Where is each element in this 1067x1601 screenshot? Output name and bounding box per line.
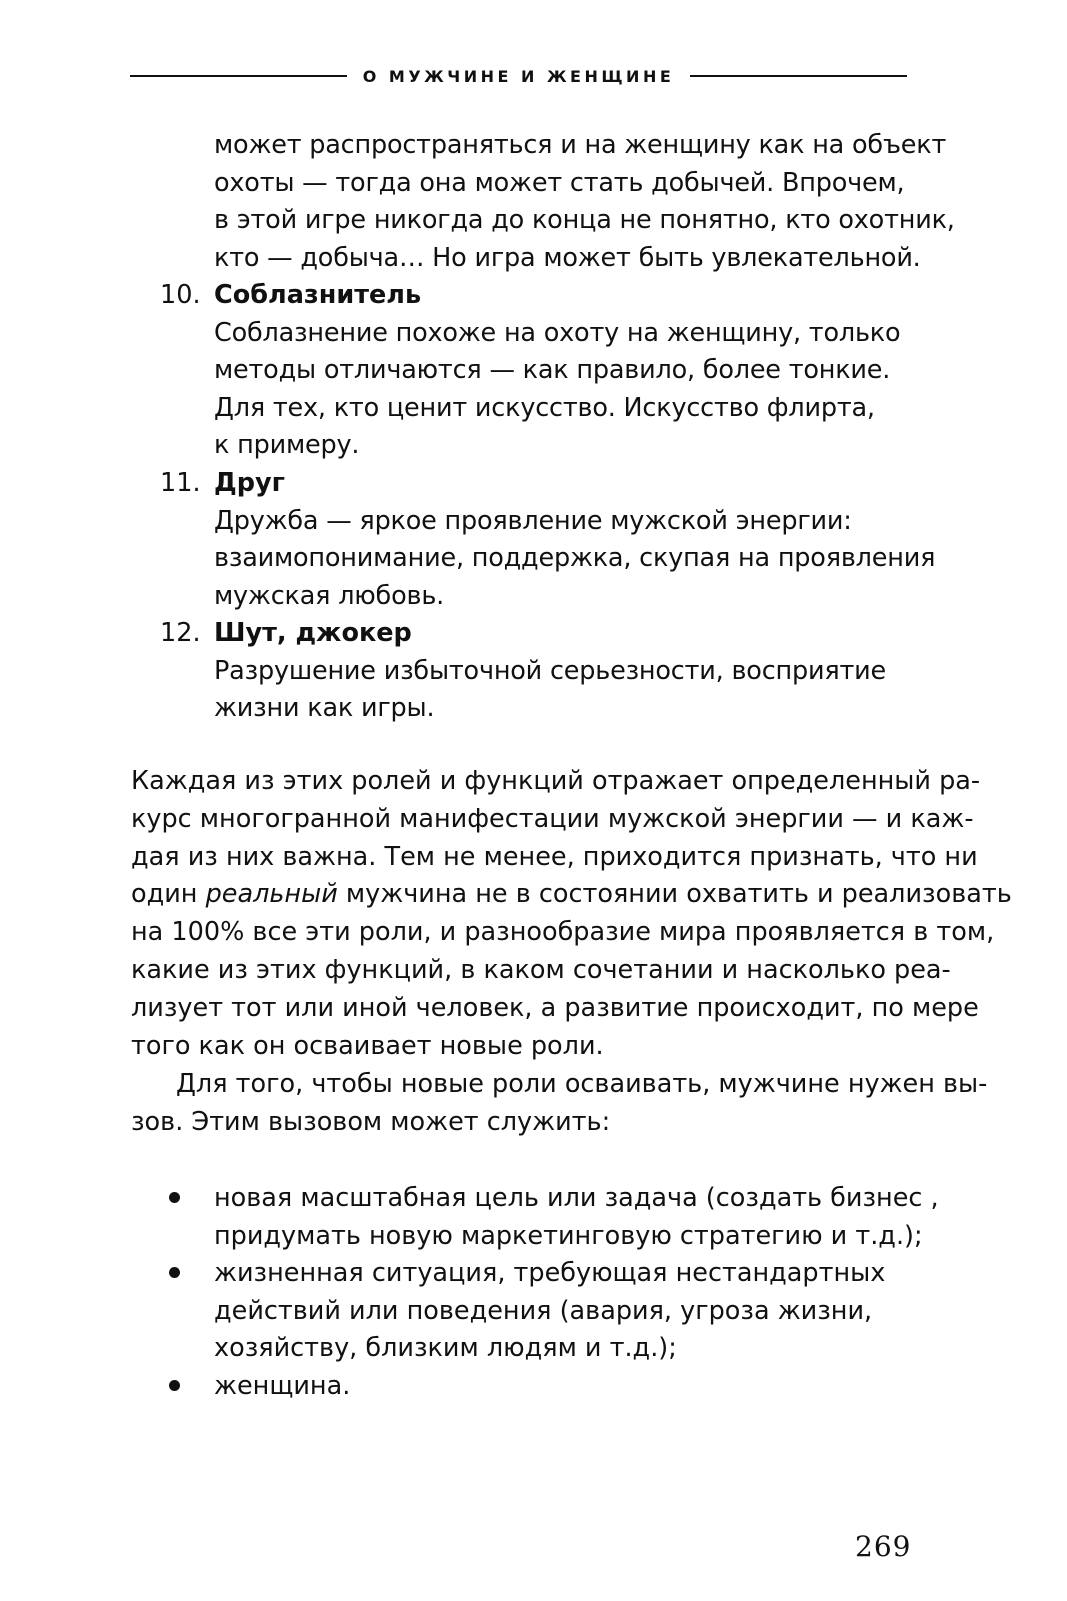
text-line: женщина.: [214, 1370, 351, 1401]
emphasized-word: реальный: [205, 879, 338, 910]
bullet-item: [160, 1255, 920, 1368]
text-segment: один: [131, 879, 206, 910]
continued-list-text: [214, 127, 955, 277]
text-line: к примеру.: [214, 430, 360, 460]
bullet-list: [160, 1180, 939, 1405]
text-line: в этой игре никогда до конца не понятно, кто охотник,: [214, 205, 955, 235]
text-line: может распространяться и на женщину как на объект: [214, 130, 947, 160]
list-item-number: 10.: [160, 280, 201, 310]
paragraph-line: лизует тот или иной человек, а развитие происходит, по мере: [131, 992, 979, 1023]
paragraph-line: на 100% все эти роли, и разнообразие мира проявляется в том,: [131, 917, 995, 948]
paragraph-line: [131, 876, 1012, 914]
text-line: охоты — тогда она может стать добычей. Впрочем,: [214, 167, 905, 198]
paragraph-line: Каждая из этих ролей и функций отражает определенный ра-: [131, 766, 981, 796]
paragraph-line: зов. Этим вызовом может служить:: [131, 1106, 611, 1137]
running-header: [130, 62, 907, 90]
list-item-body: [214, 315, 900, 465]
paragraph-line: Для того, чтобы новые роли осваивать, мужчине нужен вы-: [176, 1069, 988, 1099]
page-number: 269: [855, 1530, 912, 1563]
text-line: кто — добыча… Но игра может быть увлекательной.: [214, 242, 921, 273]
paragraph-line: того как он осваивает новые роли.: [131, 1030, 604, 1061]
text-line: жизненная ситуация, требующая нестандартных: [214, 1258, 886, 1288]
header-rule-left: [130, 75, 347, 77]
text-line: Разрушение избыточной серьезности, восприятие: [214, 655, 887, 686]
list-item-number: 11.: [160, 468, 201, 498]
paragraph-line: дая из них важна. Тем не менее, приходится признать, что ни: [131, 841, 978, 872]
text-line: Для тех, кто ценит искусство. Искусство флирта,: [214, 392, 875, 423]
paragraph-line: курс многогранной манифестации мужской энергии — и каж-: [131, 803, 974, 834]
text-line: жизни как игры.: [214, 693, 435, 723]
text-segment: мужчина не в состоянии охватить и реализовать: [337, 879, 1012, 910]
bullet-item: [160, 1368, 920, 1406]
header-rule-right: [690, 75, 907, 77]
bullet-icon: [169, 1267, 180, 1278]
text-line: Соблазнение похоже на охоту на женщину, только: [214, 317, 901, 348]
paragraph-line: какие из этих функций, в каком сочетании и насколько реа-: [131, 954, 951, 985]
list-item-title: Шут, джокер: [214, 618, 412, 648]
text-line: методы отличаются — как правило, более тонкие.: [214, 355, 891, 385]
running-title: О МУЖЧИНЕ И ЖЕНЩИНЕ: [362, 66, 675, 86]
text-line: Дружба — яркое проявление мужской энергии:: [214, 505, 852, 536]
bullet-icon: [169, 1380, 180, 1391]
text-line: действий или поведения (авария, угроза жизни,: [214, 1295, 873, 1326]
text-line: мужская любовь.: [214, 580, 445, 611]
text-line: новая масштабная цель или задача (создать бизнес ,: [214, 1183, 939, 1213]
text-line: взаимопонимание, поддержка, скупая на проявления: [214, 543, 936, 573]
list-item-title: Соблазнитель: [214, 280, 422, 310]
body-paragraph: [131, 763, 1012, 1065]
list-item-body: [214, 653, 886, 728]
bullet-icon: [169, 1192, 180, 1203]
bullet-item: [160, 1180, 939, 1255]
text-line: хозяйству, близким людям и т.д.);: [214, 1333, 677, 1363]
text-line: придумать новую маркетинговую стратегию и т.д.);: [214, 1220, 923, 1251]
body-paragraph: [131, 1066, 988, 1142]
list-item-body: [214, 503, 935, 616]
list-item-number: 12.: [160, 618, 201, 648]
list-item-title: Друг: [214, 468, 285, 498]
